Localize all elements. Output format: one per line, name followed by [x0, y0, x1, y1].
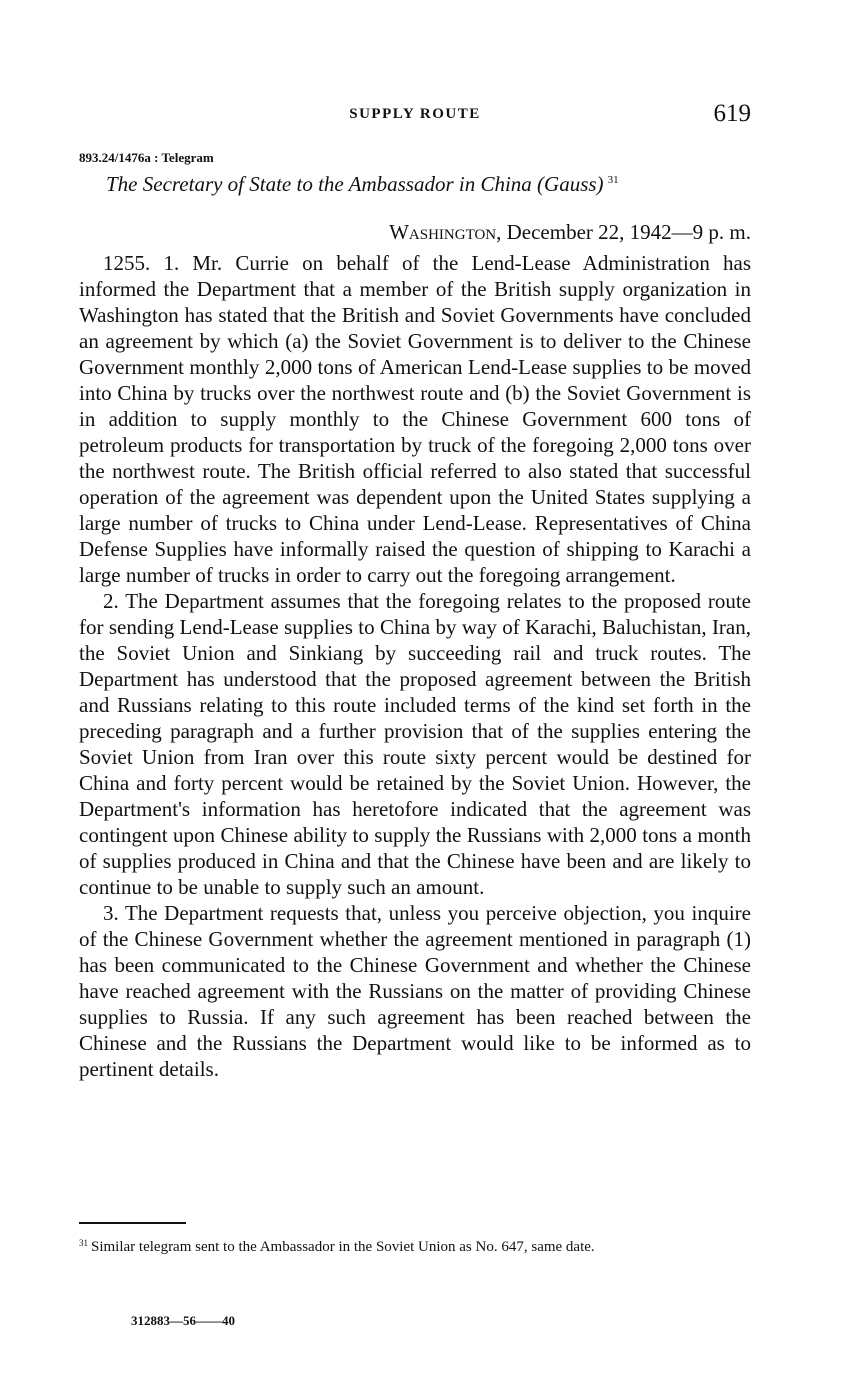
file-reference: 893.24/1476a : Telegram: [79, 150, 214, 165]
paragraph-1: 1255. 1. Mr. Currie on behalf of the Lend-Lease Administration has informed the Department that a member of the British supply organization in Washington has stated that the British and Soviet Governments have concluded an agreement by which (a) the Soviet Government is to deliver to the Chinese Government monthly 2,000 tons of American Lend-Lease supplies to be moved into China by trucks over the northwest route and (b) the Soviet Government is in addition to supply monthly to the Chinese Government 600 tons of petroleum products for transportation by truck of the foregoing 2,000 tons over the northwest route. The British official referred to also stated that successful operation of the agreement was dependent upon the United States supplying a large number of trucks to China under Lend-Lease. Representatives of China Defense Supplies have informally raised the question of shipping to Karachi a large number of trucks in order to carry out the foregoing arrangement.: [79, 251, 751, 587]
footnote-text: Similar telegram sent to the Ambassador in the Soviet Union as No. 647, same date.: [91, 1239, 595, 1255]
paragraph-3: 3. The Department requests that, unless you perceive objection, you inquire of the Chinese Government whether the agreement mentioned in paragraph (1) has been communicated to the Chinese Government and whether the Chinese have reached agreement with the Russians on the matter of providing Chinese supplies to Russia. If any such agreement has been reached between the Chinese and the Russians the Department would like to be informed as to pertinent details.: [79, 901, 751, 1081]
footnote: [79, 1234, 751, 1257]
dateline-date: December 22, 1942—9 p. m.: [506, 220, 751, 244]
dateline: [389, 220, 751, 245]
document-title: [106, 172, 756, 197]
footnote-divider: [79, 1222, 186, 1224]
paragraph-2: 2. The Department assumes that the foregoing relates to the proposed route for sending Lend-Lease supplies to China by way of Karachi, Baluchistan, Iran, the Soviet Union and Sinkiang by succeeding rail and truck routes. The Department has understood that the proposed agreement between the British and Russians relating to this route included terms of the kind set forth in the preceding paragraph and a further provision that of the supplies entering the Soviet Union from Iran over this route sixty percent would be destined for China and forty percent would be retained by the Soviet Union. However, the Department's information has heretofore indicated that the agreement was contingent upon Chinese ability to supply the Russians with 2,000 tons a month of supplies produced in China and that the Chinese have been and are likely to continue to be unable to supply such an amount.: [79, 589, 751, 899]
title-footnote-marker: 31: [607, 174, 619, 186]
dateline-place: Washington,: [389, 220, 502, 244]
footnote-marker: 31: [79, 1238, 88, 1248]
page-number: 619: [713, 100, 751, 127]
telegram-body: [79, 250, 751, 1082]
document-title-text: The Secretary of State to the Ambassador in China (Gauss): [106, 172, 604, 196]
running-head: [79, 100, 751, 132]
running-title: SUPPLY ROUTE: [349, 106, 481, 122]
printer-code: 312883—56——40: [131, 1313, 235, 1328]
